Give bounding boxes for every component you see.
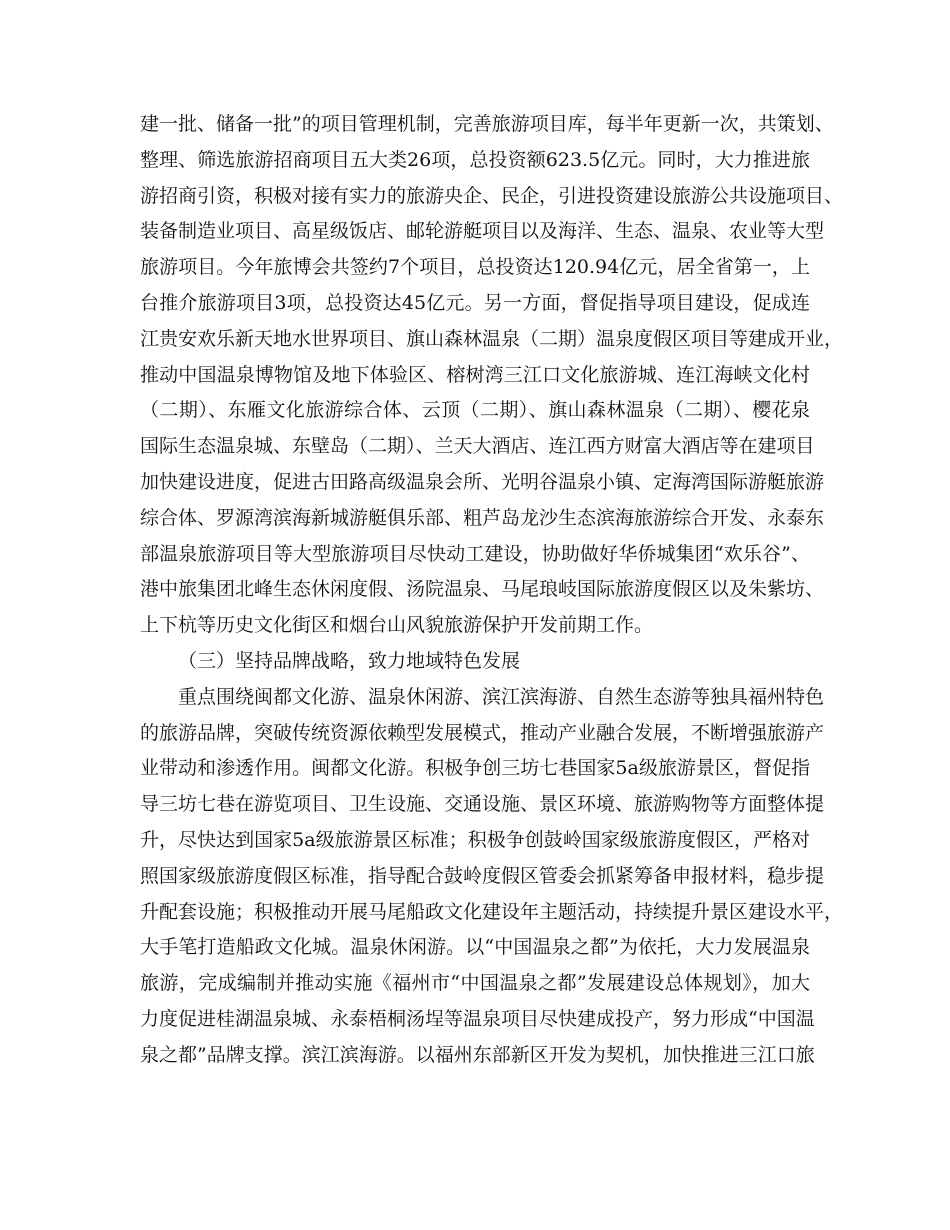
paragraph-line: 大手笔打造船政文化城。温泉休闲游。以“中国温泉之都”为依托，大力发展温泉 (140, 936, 810, 959)
paragraph-line: 照国家级旅游度假区标准，指导配合鼓岭度假区管委会抓紧筹备申报材料，稳步提 (140, 864, 825, 887)
paragraph-line: 港中旅集团北峰生态休闲度假、汤院温泉、马尾琅岐国际旅游度假区以及朱紫坊、 (140, 578, 825, 601)
paragraph-line: 升配套设施；积极推动开展马尾船政文化建设年主题活动，持续提升景区建设水平， (140, 900, 844, 923)
document-page (140, 107, 844, 1074)
paragraph-line: 台推介旅游项目3项，总投资达45亿元。另一方面，督促指导项目建设，促成连 (140, 291, 810, 314)
paragraph-line: 旅游项目。今年旅博会共签约7个项目，总投资达120.94亿元，居全省第一，上 (140, 256, 810, 279)
paragraph-line: 整理、筛选旅游招商项目五大类26项，总投资额623.5亿元。同时，大力推进旅 (140, 148, 810, 171)
paragraph-line: 部温泉旅游项目等大型旅游项目尽快动工建设，协助做好华侨城集团“欢乐谷”、 (140, 542, 810, 565)
paragraph-line: （二期）、东雁文化旅游综合体、云顶（二期）、旗山森林温泉（二期）、樱花泉 (140, 399, 810, 422)
paragraph-line: 重点围绕闽都文化游、温泉休闲游、滨江滨海游、自然生态游等独具福州特色 (178, 685, 825, 708)
paragraph-line: 导三坊七巷在游览项目、卫生设施、交通设施、景区环境、旅游购物等方面整体提 (140, 793, 825, 816)
section-heading: （三）坚持品牌战略，致力地域特色发展 (178, 649, 521, 672)
paragraph-line: 推动中国温泉博物馆及地下体验区、榕树湾三江口文化旅游城、连江海峡文化村 (140, 363, 810, 386)
paragraph-line: 装备制造业项目、高星级饭店、邮轮游艇项目以及海洋、生态、温泉、农业等大型 (140, 220, 825, 243)
paragraph-line: 业带动和渗透作用。闽都文化游。积极争创三坊七巷国家5a级旅游景区，督促指 (140, 757, 810, 780)
paragraph-line: 游招商引资，积极对接有实力的旅游央企、民企，引进投资建设旅游公共设施项目、 (140, 184, 844, 207)
paragraph-line: 江贵安欢乐新天地水世界项目、旗山森林温泉（二期）温泉度假区项目等建成开业， (140, 327, 844, 350)
paragraph-line: 的旅游品牌，突破传统资源依赖型发展模式，推动产业融合发展，不断增强旅游产 (140, 721, 825, 744)
paragraph-line: 上下杭等历史文化街区和烟台山风貌旅游保护开发前期工作。 (140, 614, 654, 637)
paragraph-line: 建一批、储备一批”的项目管理机制，完善旅游项目库，每半年更新一次，共策划、 (140, 113, 834, 135)
paragraph-line: 加快建设进度，促进古田路高级温泉会所、光明谷温泉小镇、定海湾国际游艇旅游 (140, 470, 825, 493)
paragraph-line: 泉之都”品牌支撑。滨江滨海游。以福州东部新区开发为契机，加快推进三江口旅 (140, 1043, 815, 1066)
paragraph-line: 升，尽快达到国家5a级旅游景区标准；积极争创鼓岭国家级旅游度假区，严格对 (140, 828, 810, 851)
paragraph-line: 综合体、罗源湾滨海新城游艇俱乐部、粗芦岛龙沙生态滨海旅游综合开发、永泰东 (140, 506, 825, 529)
paragraph-line: 旅游，完成编制并推动实施《福州市“中国温泉之都”发展建设总体规划》，加大 (140, 972, 810, 995)
paragraph-line: 国际生态温泉城、东壁岛（二期）、兰天大酒店、连江西方财富大酒店等在建项目 (140, 435, 815, 458)
paragraph-line: 力度促进桂湖温泉城、永泰梧桐汤埕等温泉项目尽快建成投产，努力形成“中国温 (140, 1007, 815, 1030)
